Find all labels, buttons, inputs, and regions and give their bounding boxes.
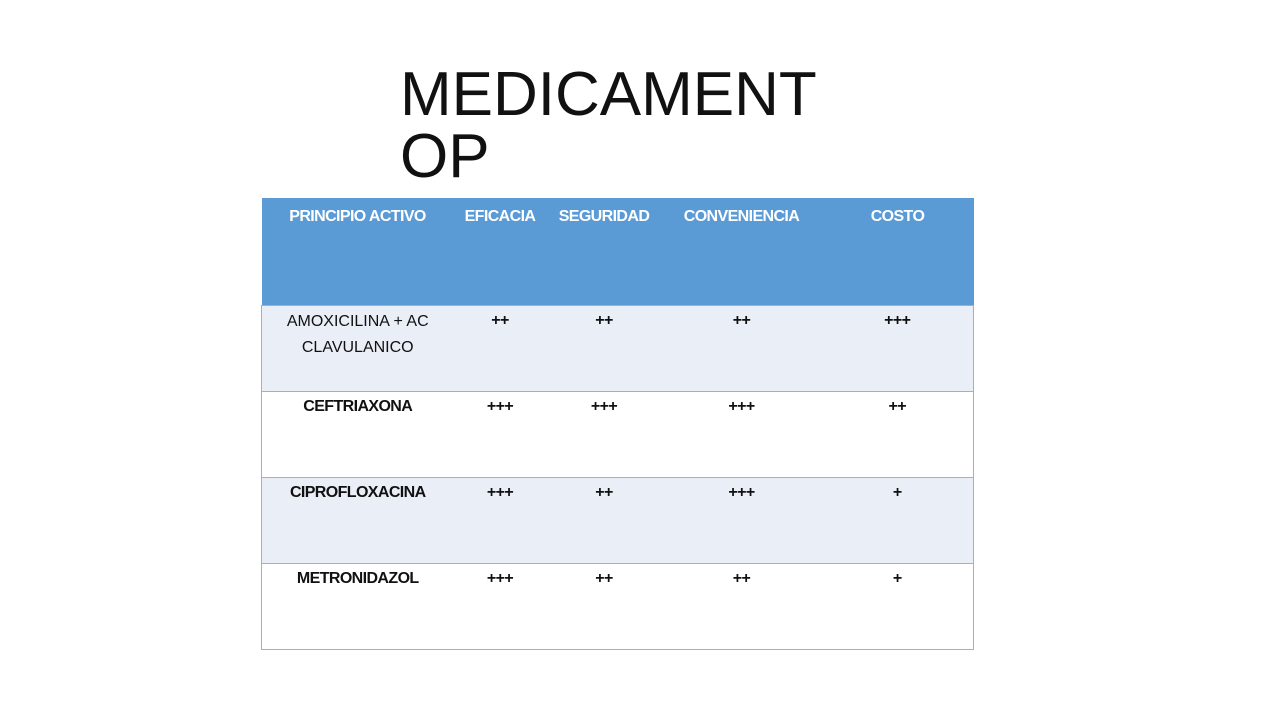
header-principio-activo: PRINCIPIO ACTIVO xyxy=(262,198,454,306)
seguridad-cell: +++ xyxy=(547,392,662,478)
conveniencia-cell: +++ xyxy=(662,478,822,564)
table-header-row xyxy=(262,198,974,306)
header-seguridad: SEGURIDAD xyxy=(547,198,662,306)
slide-title: MEDICAMENTOP xyxy=(400,60,817,191)
costo-cell: + xyxy=(822,478,974,564)
drug-name-cell: METRONIDAZOL xyxy=(262,564,454,650)
costo-cell: + xyxy=(822,564,974,650)
drug-name-cell: AMOXICILINA + AC CLAVULANICO xyxy=(262,306,454,392)
table-row xyxy=(262,392,974,478)
drug-name-cell: CEFTRIAXONA xyxy=(262,392,454,478)
costo-cell: +++ xyxy=(822,306,974,392)
drug-comparison-table xyxy=(261,198,974,650)
seguridad-cell: ++ xyxy=(547,564,662,650)
conveniencia-cell: ++ xyxy=(662,306,822,392)
seguridad-cell: ++ xyxy=(547,306,662,392)
table-row xyxy=(262,478,974,564)
drug-name-cell: CIPROFLOXACINA xyxy=(262,478,454,564)
conveniencia-cell: ++ xyxy=(662,564,822,650)
seguridad-cell: ++ xyxy=(547,478,662,564)
conveniencia-cell: +++ xyxy=(662,392,822,478)
header-eficacia: EFICACIA xyxy=(454,198,547,306)
header-costo: COSTO xyxy=(822,198,974,306)
eficacia-cell: +++ xyxy=(454,478,547,564)
costo-cell: ++ xyxy=(822,392,974,478)
eficacia-cell: +++ xyxy=(454,564,547,650)
table-row xyxy=(262,306,974,392)
eficacia-cell: ++ xyxy=(454,306,547,392)
eficacia-cell: +++ xyxy=(454,392,547,478)
table-row xyxy=(262,564,974,650)
header-conveniencia: CONVENIENCIA xyxy=(662,198,822,306)
